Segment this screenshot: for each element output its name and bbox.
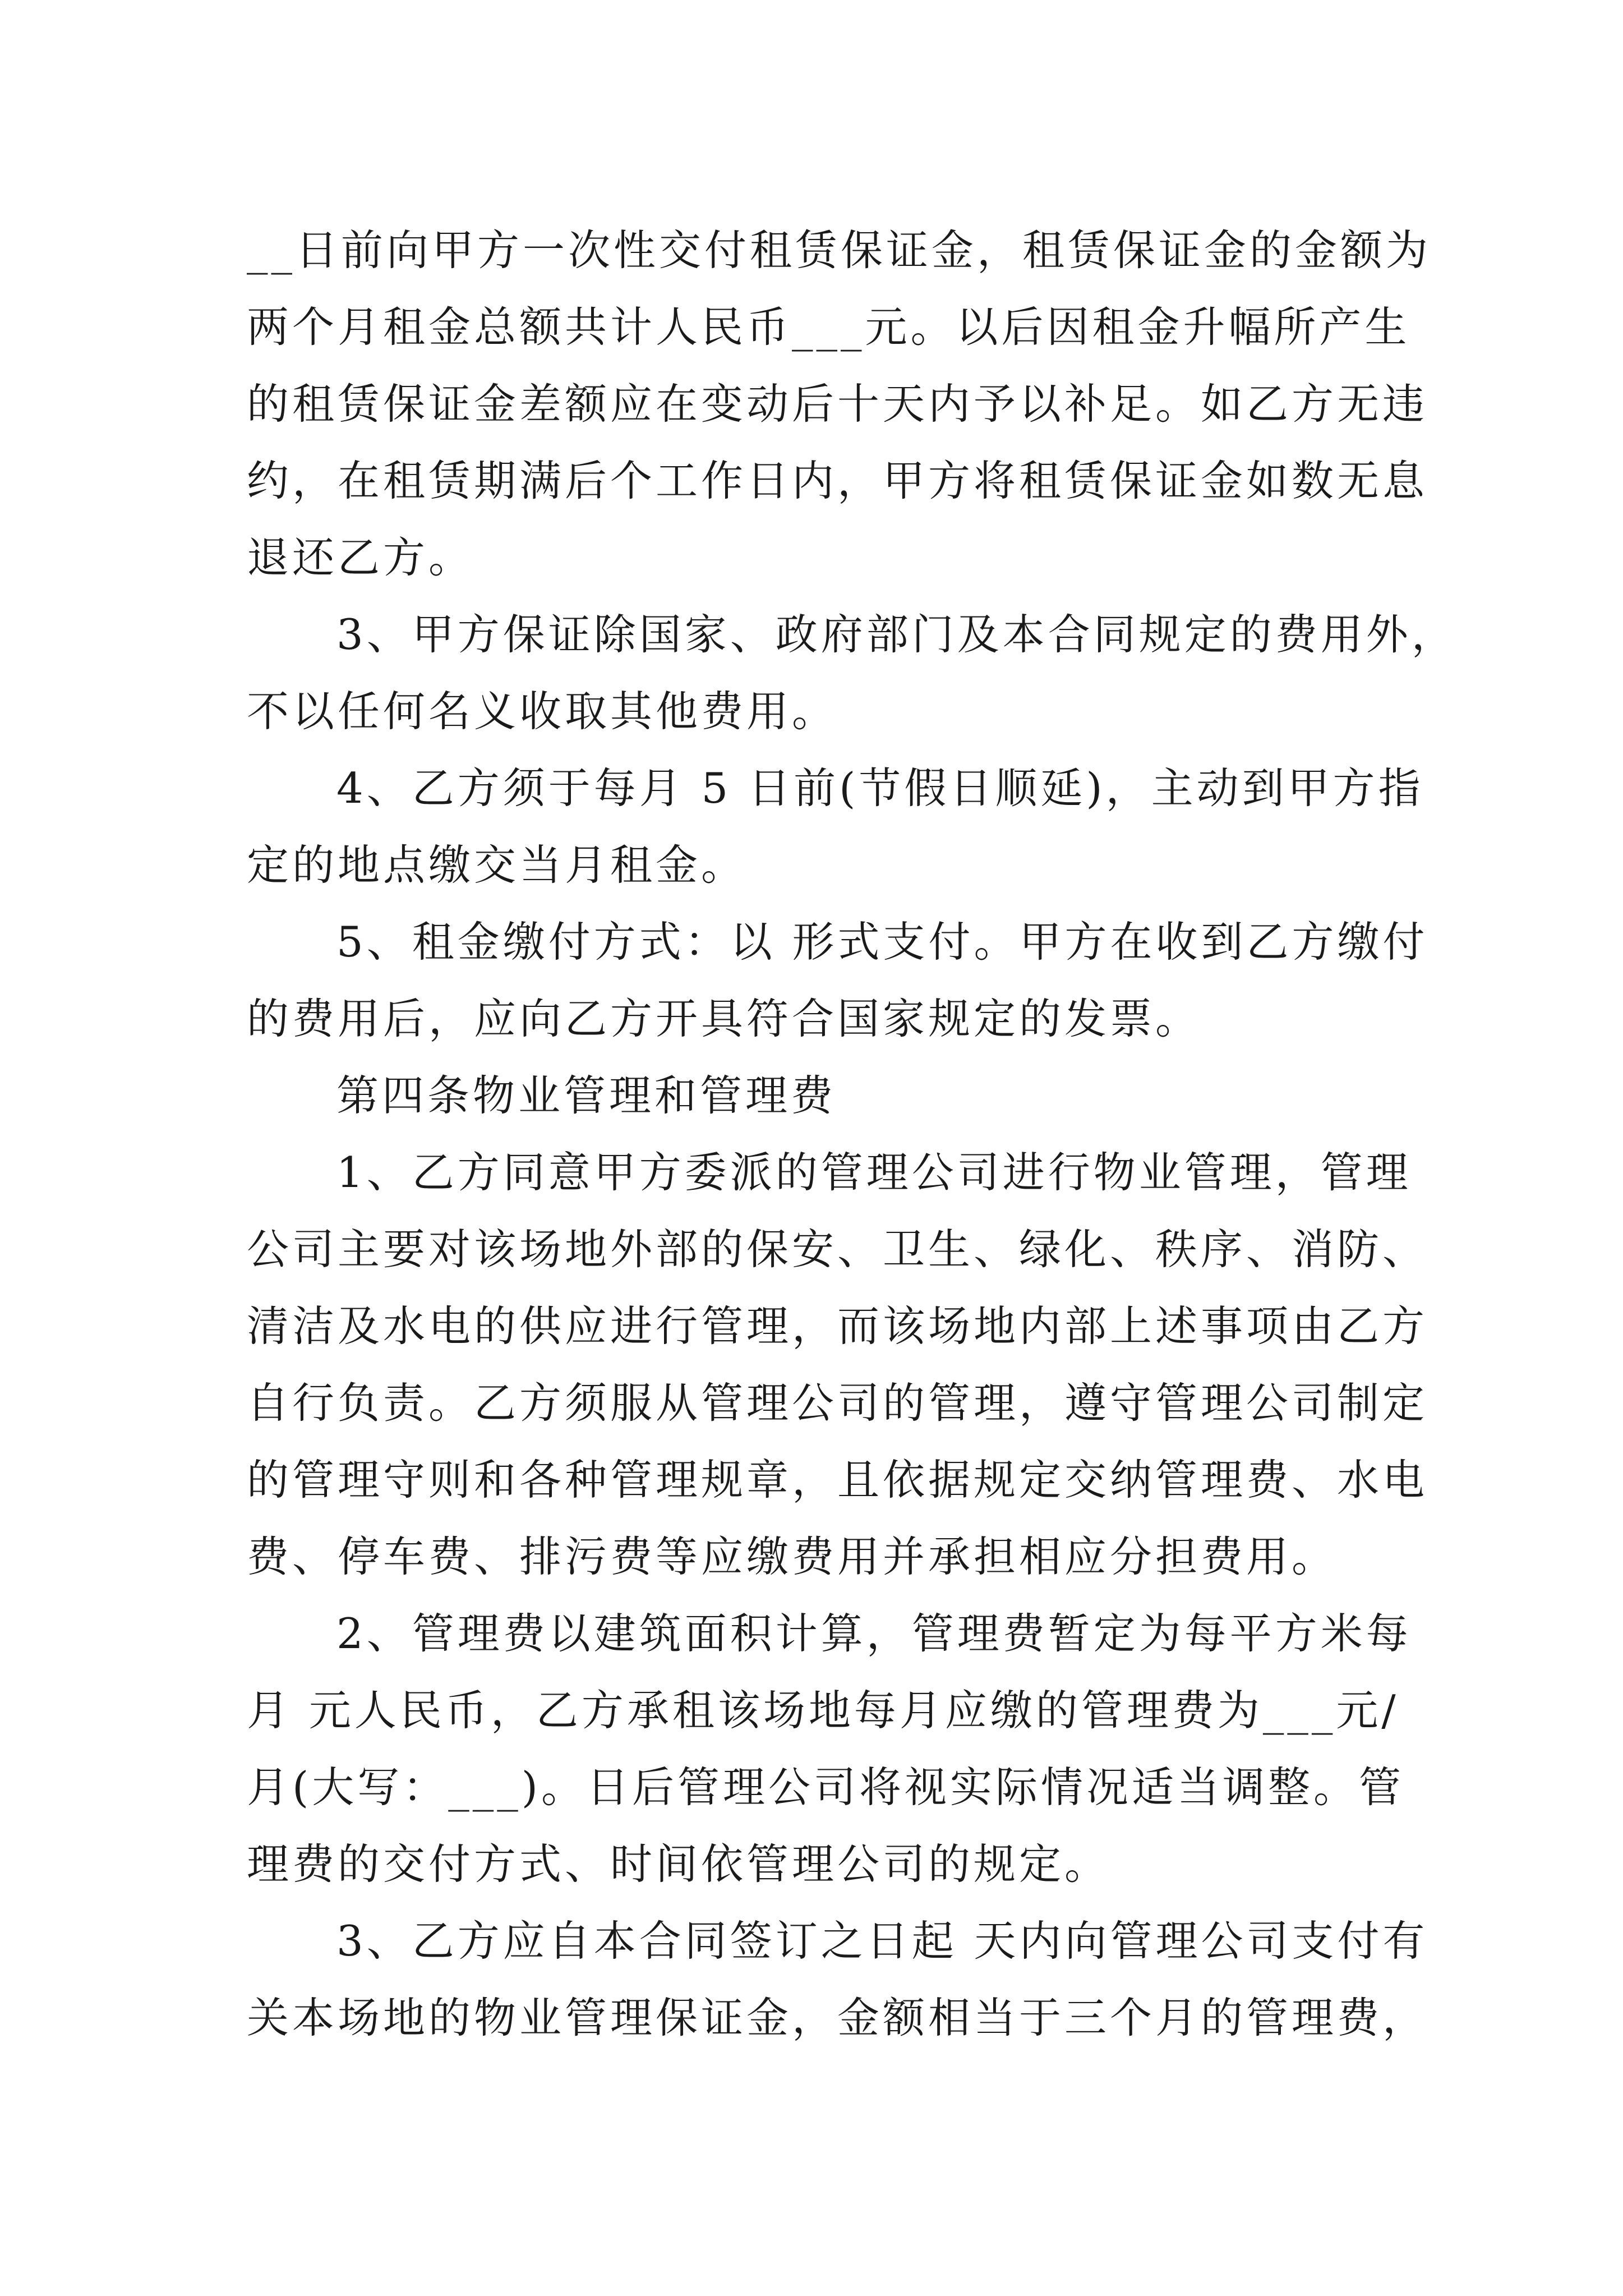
text-line: 5、租金缴付方式：以 形式支付。甲方在收到乙方缴付 [336,917,1428,967]
text-line: __日前向甲方一次性交付租赁保证金，租赁保证金的金额为 [247,226,1432,275]
document-body [247,212,1457,2056]
text-line: 约，在租赁期满后个工作日内，甲方将租赁保证金如数无息 [247,456,1428,505]
text-line: 费、停车费、排污费等应缴费用并承担相应分担费用。 [247,1532,1338,1581]
text-line: 2、管理费以建筑面积计算，管理费暂定为每平方米每 [336,1609,1412,1658]
text-line: 清洁及水电的供应进行管理，而该场地内部上述事项由乙方 [247,1301,1428,1351]
text-line: 定的地点缴交当月租金。 [247,840,747,890]
text-line: 3、甲方保证除国家、政府部门及本合同规定的费用外， [336,610,1457,659]
text-line: 的租赁保证金差额应在变动后十天内予以补足。如乙方无违 [247,379,1428,429]
text-line: 关本场地的物业管理保证金，金额相当于三个月的管理费， [247,1993,1428,2042]
text-line: 月(大写：___)。日后管理公司将视实际情况适当调整。管 [247,1763,1405,1812]
text-line: 公司主要对该场地外部的保安、卫生、绿化、秩序、消防、 [247,1225,1428,1274]
text-line: 自行负责。乙方须服从管理公司的管理，遵守管理公司制定 [247,1378,1428,1428]
text-line: 月 元人民币，乙方承租该场地每月应缴的管理费为___元/ [247,1686,1399,1735]
text-line: 的管理守则和各种管理规章，且依据规定交纳管理费、水电 [247,1455,1428,1504]
text-line: 不以任何名义收取其他费用。 [247,687,838,736]
text-line: 理费的交付方式、时间依管理公司的规定。 [247,1839,1110,1889]
text-line: 两个月租金总额共计人民币___元。以后因租金升幅所产生 [247,302,1410,352]
text-line: 3、乙方应自本合同签订之日起 天内向管理公司支付有 [336,1916,1428,1966]
text-line: 退还乙方。 [247,533,474,582]
text-line: 4、乙方须于每月 5 日前(节假日顺延)，主动到甲方指 [336,763,1424,813]
section-heading: 第四条物业管理和管理费 [336,1071,837,1120]
text-line: 的费用后，应向乙方开具符合国家规定的发票。 [247,994,1201,1043]
text-line: 1、乙方同意甲方委派的管理公司进行物业管理，管理 [336,1148,1412,1197]
